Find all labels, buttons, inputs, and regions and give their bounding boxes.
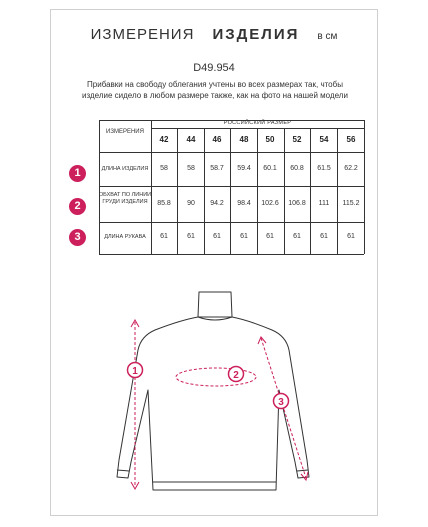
table-cell: 60.1 <box>263 165 277 172</box>
chest-measure <box>176 368 256 386</box>
row-badge-3: 3 <box>69 229 86 246</box>
table-cell: 59.4 <box>237 165 251 172</box>
table-cell: 61.5 <box>317 165 331 172</box>
table-cell: 115.2 <box>342 200 360 207</box>
size-header: 56 <box>346 135 356 144</box>
title-measurements: ИЗМЕРЕНИЯ <box>90 26 195 43</box>
row-badge-1: 1 <box>69 165 86 182</box>
row-label-sleeve: ДЛИНА РУКАВА <box>104 234 146 240</box>
size-header: 44 <box>186 135 196 144</box>
title-unit: в см <box>317 31 338 42</box>
table-cell: 106.8 <box>288 200 306 207</box>
size-header: 48 <box>239 135 249 144</box>
table-header-line <box>99 152 364 153</box>
table-cell: 98.4 <box>237 200 251 207</box>
table-cell: 61 <box>347 233 355 240</box>
table-cell: 61 <box>240 233 248 240</box>
row-badge-2: 2 <box>69 198 86 215</box>
table-cell: 62.2 <box>344 165 358 172</box>
marker-3-label: 3 <box>278 397 284 408</box>
table-cell: 61 <box>160 233 168 240</box>
chart-title <box>51 26 377 43</box>
table-cell: 58 <box>160 165 168 172</box>
measurements-header: ИЗМЕРЕНИЯ <box>106 129 144 135</box>
table-cell: 90 <box>187 200 195 207</box>
size-system-label: РОССИЙСКИЙ РАЗМЕР <box>223 120 292 126</box>
length-measure <box>131 320 139 489</box>
table-cell: 60.8 <box>290 165 304 172</box>
product-code: D49.954 <box>193 62 235 74</box>
table-cell: 85.8 <box>157 200 171 207</box>
title-product: ИЗДЕЛИЯ <box>212 26 300 43</box>
table-cell: 61 <box>187 233 195 240</box>
table-border-bottom <box>99 254 364 255</box>
table-cell: 58.7 <box>210 165 224 172</box>
table-cell: 102.6 <box>261 200 279 207</box>
table-border-right <box>364 120 365 254</box>
marker-1-label: 1 <box>132 366 138 377</box>
size-header: 52 <box>292 135 302 144</box>
table-cell: 61 <box>266 233 274 240</box>
table-cell: 61 <box>320 233 328 240</box>
size-chart-card <box>50 9 378 516</box>
turtleneck-diagram <box>101 290 331 510</box>
garment-outline <box>117 292 309 490</box>
size-header: 46 <box>212 135 222 144</box>
table-cell: 58 <box>187 165 195 172</box>
row-label-length: ДЛИНА ИЗДЕЛИЯ <box>101 166 149 172</box>
table-row-line <box>99 222 364 223</box>
marker-2-label: 2 <box>233 370 239 381</box>
size-header: 42 <box>159 135 169 144</box>
row-label-chest: ОБХВАТ ПО ЛИНИИ ГРУДИ ИЗДЕЛИЯ <box>98 192 152 205</box>
size-header: 50 <box>265 135 275 144</box>
fit-note: Прибавки на свободу облегания учтены во всех размерах так, чтобы изделие сидело в любом размере также, как на фото на нашей модели <box>82 80 348 100</box>
table-row-line <box>99 186 364 187</box>
size-header: 54 <box>319 135 329 144</box>
table-cell: 111 <box>318 200 330 207</box>
table-cell: 61 <box>213 233 221 240</box>
table-cell: 94.2 <box>210 200 224 207</box>
table-cell: 61 <box>293 233 301 240</box>
